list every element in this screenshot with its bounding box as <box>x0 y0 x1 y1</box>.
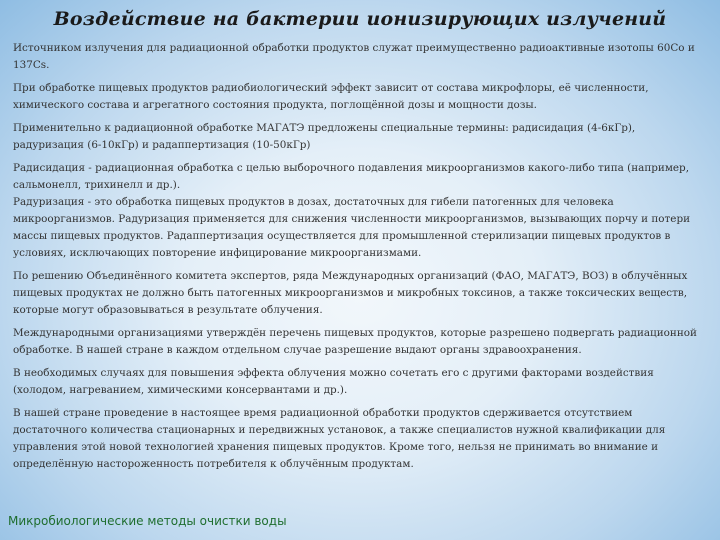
paragraph-expert-committee: По решению Объединённого комитета экспертов, ряда Международных организаций (ФАО, МАГАТЭ, ВОЗ) в облучённых пищевых продуктах не должно быть патогенных микроорганизмов и микробных токсинов, а также токсических веществ, которые могут образовываться в результате облучения. <box>13 270 688 316</box>
slide-title: Воздействие на бактерии ионизирующих излучений <box>53 8 667 30</box>
paragraph-radiobiological-effect: При обработке пищевых продуктов радиобиологический эффект зависит от состава микрофлоры, её численности, химического состава и агрегатного состояния продукта, поглощённой дозы и мощности дозы. <box>13 82 649 111</box>
paragraph-radicidation: Радисидация - радиационная обработка с целью выборочного подавления микроорганизмов какого-либо типа (например, сальмонелл, трихинелл и др.). <box>13 162 690 191</box>
slide-body <box>13 40 697 479</box>
paragraph-approved-list: Международными организациями утверждён перечень пищевых продуктов, которые разрешено подвергать радиационной обработке. В нашей стране в каждом отдельном случае разрешение выдают органы здравоохранения. <box>13 327 697 356</box>
paragraph-current-state: В нашей стране проведение в настоящее время радиационной обработки продуктов сдерживается отсутствием достаточного количества стационарных и передвижных установок, а также специалистов нужной квалификации для управления этой новой технологией хранения пищевых продуктов. Кроме того, нельзя не принимать во внимание и определённую настороженность потребителя к облучённым продуктам. <box>13 407 666 470</box>
slide-footer: Микробиологические методы очистки воды <box>8 514 287 528</box>
paragraph-iaea-terms: Применительно к радиационной обработке МАГАТЭ предложены специальные термины: радисидация (4-6кГр), радуризация (6-10кГр) и радаппертизация (10-50кГр) <box>13 122 636 151</box>
paragraph-radiation-source: Источником излучения для радиационной обработки продуктов служат преимущественно радиоактивные изотопы 60Co и 137Cs. <box>13 42 695 71</box>
paragraph-radurization: Радуризация - это обработка пищевых продуктов в дозах, достаточных для гибели патогенных для человека микроорганизмов. Радуризация применяется для снижения численности микроорганизмов, вызывающих порчу и потери массы пищевых продуктов. Радаппертизация осуществляется для промышленной стерилизации пищевых продуктов в условиях, исключающих повторение инфицирование микроорганизмами. <box>13 196 691 259</box>
paragraph-combined-factors: В необходимых случаях для повышения эффекта облучения можно сочетать его с другими факторами воздействия (холодом, нагреванием, химическими консервантами и др.). <box>13 367 654 396</box>
